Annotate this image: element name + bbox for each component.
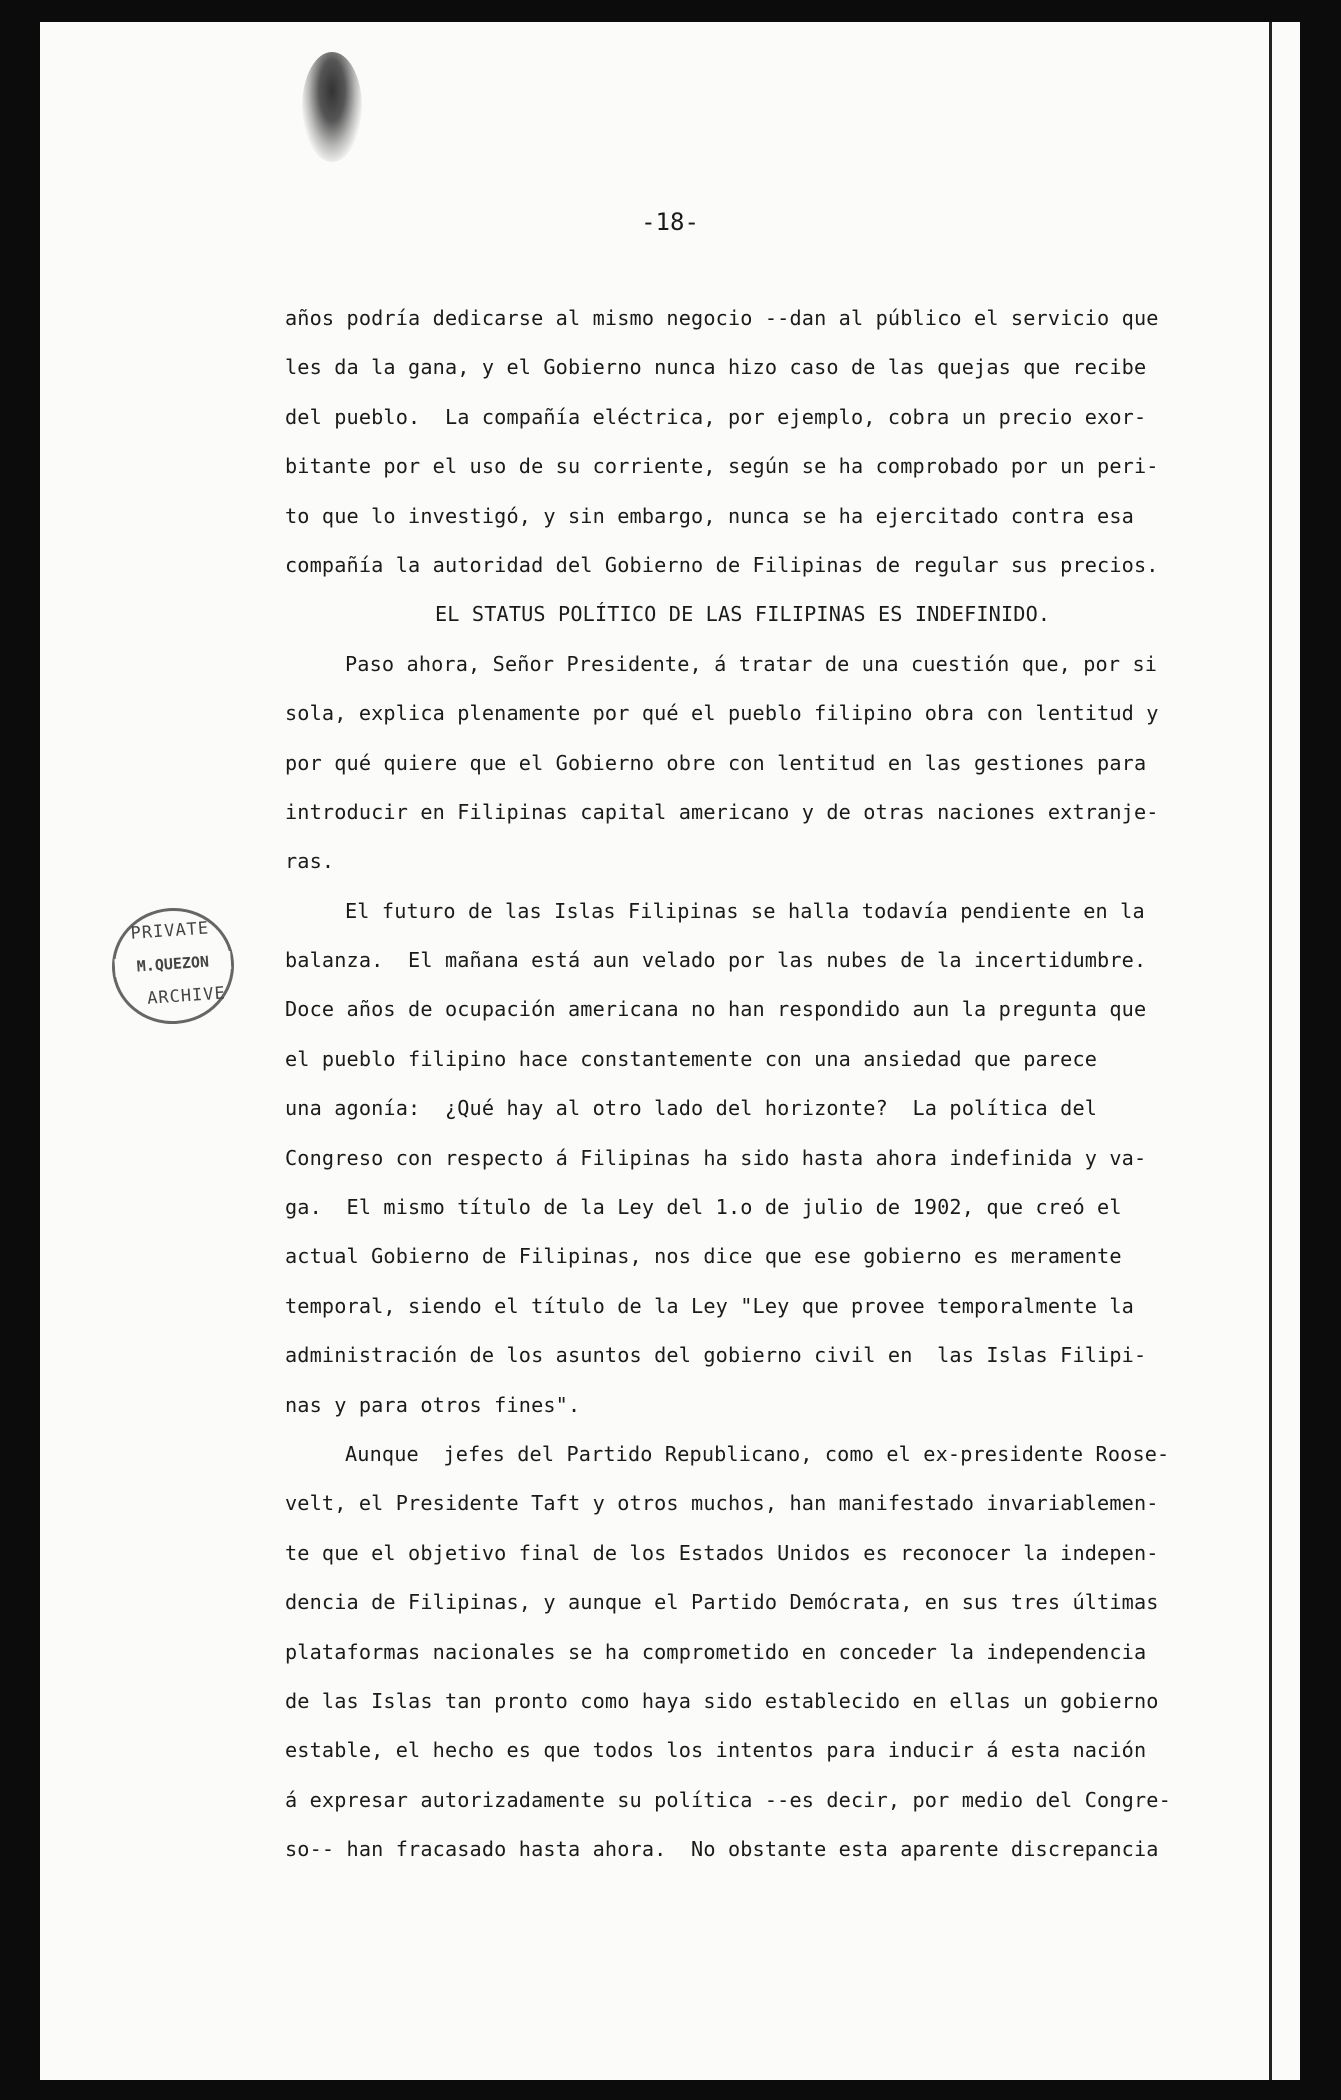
text-line: compañía la autoridad del Gobierno de Filipinas de regular sus precios. (285, 552, 1159, 577)
text-line: El futuro de las Islas Filipinas se halla todavía pendiente en la (345, 898, 1145, 923)
text-line: Aunque jefes del Partido Republicano, como el ex-presidente Roose- (345, 1441, 1170, 1466)
ink-blot (302, 52, 362, 162)
typed-body (285, 294, 1245, 1875)
right-frame-border (1269, 22, 1272, 2080)
document-page (40, 22, 1300, 2080)
stamp-top-text: PRIVATE (129, 918, 210, 944)
text-line: á expresar autorizadamente su política --es decir, por medio del Congre- (285, 1787, 1171, 1812)
stamp-middle-text: M.QUEZON (114, 951, 231, 977)
stamp-bottom-text: ARCHIVE (146, 983, 227, 1009)
text-line: administración de los asuntos del gobierno civil en las Islas Filipi- (285, 1343, 1147, 1368)
text-line: de las Islas tan pronto como haya sido establecido en ellas un gobierno (285, 1688, 1159, 1713)
text-line: ras. (285, 849, 335, 874)
text-line: años podría dedicarse al mismo negocio --dan al público el servicio que (285, 306, 1159, 330)
text-line: les da la gana, y el Gobierno nunca hizo caso de las quejas que recibe (285, 355, 1147, 380)
page-number: -18- (641, 208, 699, 236)
text-line: te que el objetivo final de los Estados Unidos es reconocer la indepen- (285, 1540, 1159, 1565)
archive-stamp (108, 904, 238, 1028)
text-line: balanza. El mañana está aun velado por las nubes de la incertidumbre. (285, 948, 1147, 973)
text-line: bitante por el uso de su corriente, según se ha comprobado por un peri- (285, 454, 1159, 479)
text-line: ga. El mismo título de la Ley del 1.o de julio de 1902, que creó el (285, 1195, 1122, 1220)
text-line: sola, explica plenamente por qué el pueblo filipino obra con lentitud y (285, 701, 1159, 726)
text-line: por qué quiere que el Gobierno obre con lentitud en las gestiones para (285, 750, 1147, 775)
text-line: del pueblo. La compañía eléctrica, por ejemplo, cobra un precio exor- (285, 404, 1147, 429)
text-line: nas y para otros fines". (285, 1392, 581, 1417)
text-line: to que lo investigó, y sin embargo, nunca se ha ejercitado contra esa (285, 503, 1134, 528)
text-line: Paso ahora, Señor Presidente, á tratar de una cuestión que, por si (345, 651, 1158, 676)
text-line: velt, el Presidente Taft y otros muchos, han manifestado invariablemen- (285, 1491, 1159, 1516)
text-line: Doce años de ocupación americana no han respondido aun la pregunta que (285, 997, 1147, 1022)
section-heading: EL STATUS POLÍTICO DE LAS FILIPINAS ES INDEFINIDO. (435, 602, 1051, 627)
text-line: actual Gobierno de Filipinas, nos dice que ese gobierno es meramente (285, 1244, 1122, 1269)
text-line: dencia de Filipinas, y aunque el Partido Demócrata, en sus tres últimas (285, 1590, 1159, 1615)
text-line: introducir en Filipinas capital americano y de otras naciones extranje- (285, 799, 1159, 824)
text-line: plataformas nacionales se ha comprometido en conceder la independencia (285, 1639, 1147, 1664)
text-line: Congreso con respecto á Filipinas ha sido hasta ahora indefinida y va- (285, 1145, 1147, 1170)
text-line: temporal, siendo el título de la Ley "Ley que provee temporalmente la (285, 1293, 1134, 1318)
text-line: so-- han fracasado hasta ahora. No obstante esta aparente discrepancia (285, 1837, 1159, 1862)
text-line: el pueblo filipino hace constantemente con una ansiedad que parece (285, 1046, 1098, 1071)
text-line: estable, el hecho es que todos los intentos para inducir á esta nación (285, 1738, 1147, 1763)
text-line: una agonía: ¿Qué hay al otro lado del horizonte? La política del (285, 1096, 1098, 1121)
